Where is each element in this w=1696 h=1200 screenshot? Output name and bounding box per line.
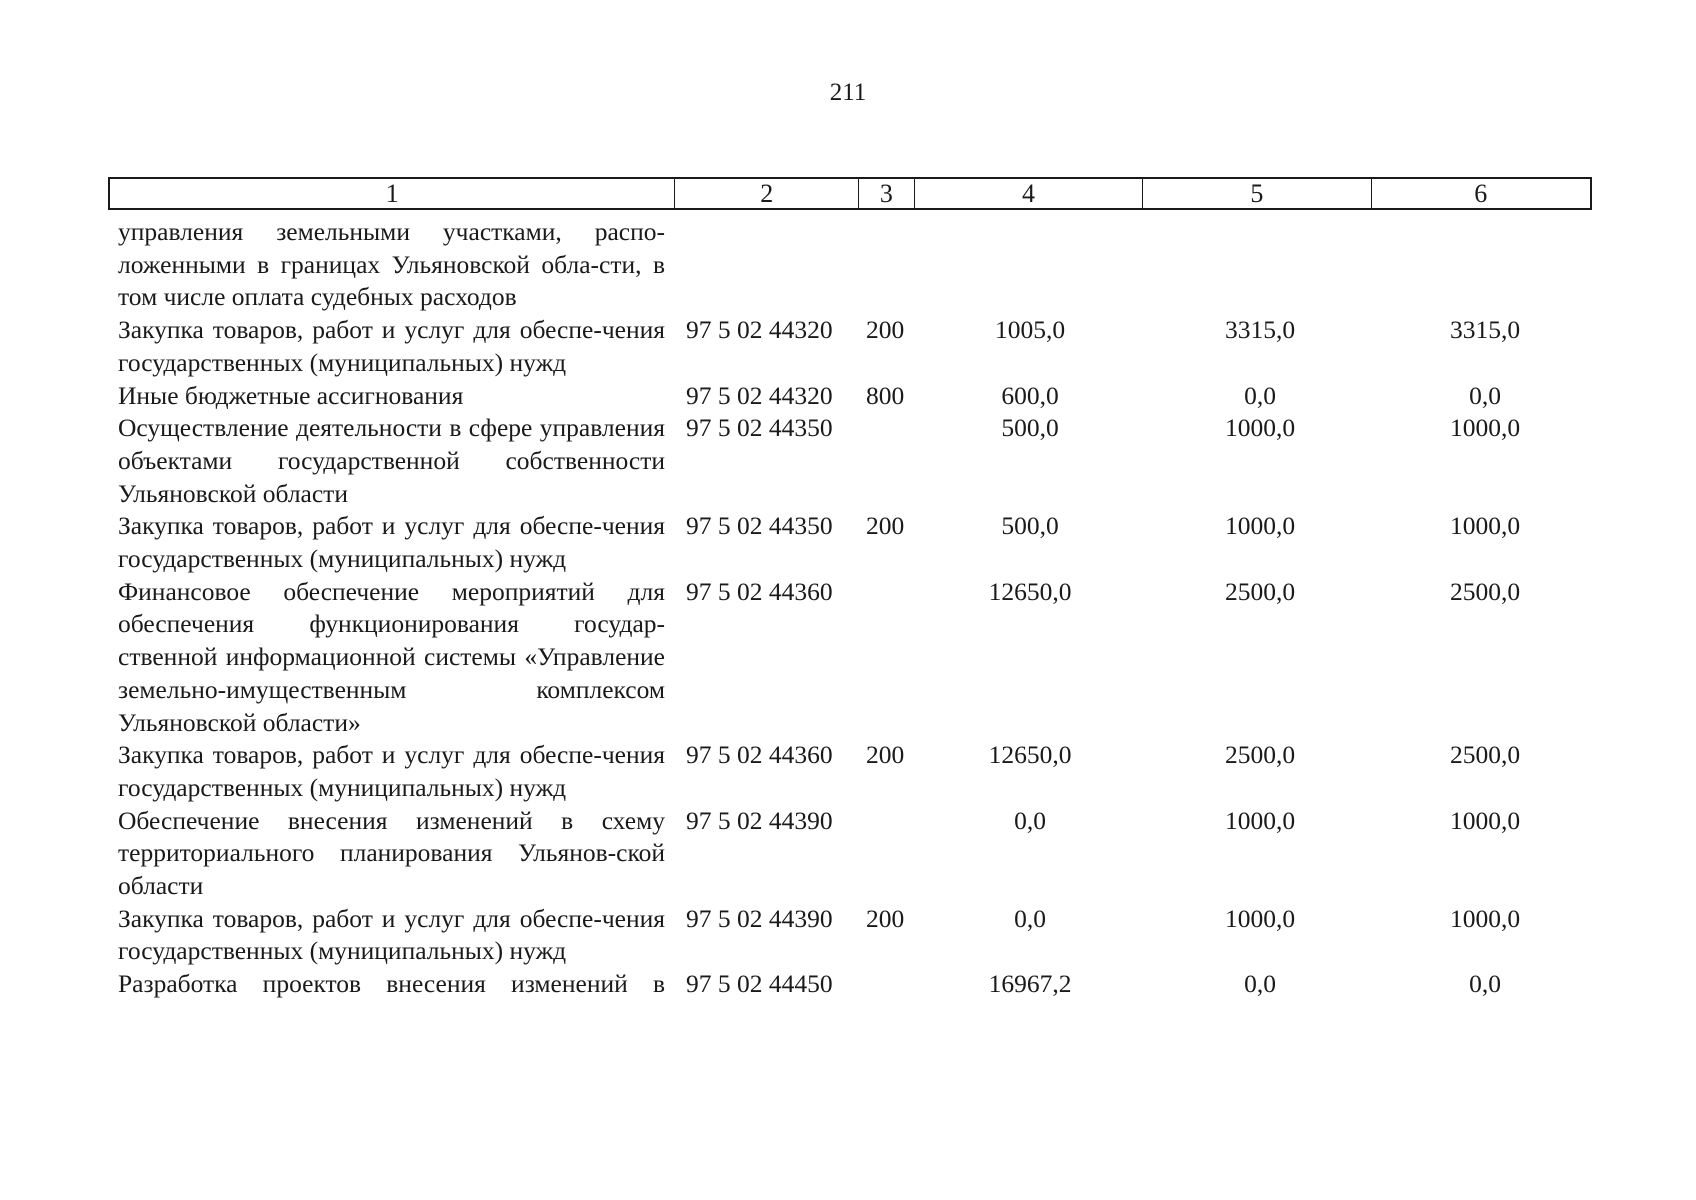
row-name: Закупка товаров, работ и услуг для обеспе-чения государственных (муниципальных) нужд bbox=[118, 315, 665, 377]
row-value-col4: 12650,0 bbox=[988, 740, 1072, 770]
row-value-col6: 2500,0 bbox=[1449, 576, 1521, 606]
row-value-col6: 3315,0 bbox=[1449, 315, 1521, 345]
row-value-col6: 1000,0 bbox=[1449, 805, 1521, 835]
table-header-row bbox=[108, 177, 1592, 210]
table-row bbox=[0, 412, 1696, 510]
table-row bbox=[0, 576, 1696, 740]
row-value-col4: 600,0 bbox=[1001, 380, 1059, 410]
row-value-col5: 1000,0 bbox=[1224, 805, 1296, 835]
row-expense-type: 200 bbox=[866, 740, 905, 770]
row-value-col4: 0,0 bbox=[1014, 805, 1046, 835]
row-expense-type: 200 bbox=[866, 315, 905, 345]
row-code: 97 5 02 44450 bbox=[686, 969, 833, 999]
row-expense-type: 800 bbox=[866, 380, 905, 410]
header-col-2: 2 bbox=[675, 179, 859, 208]
row-value-col5: 0,0 bbox=[1244, 380, 1276, 410]
row-code: 97 5 02 44360 bbox=[686, 740, 833, 770]
row-value-col6: 1000,0 bbox=[1449, 903, 1521, 933]
row-expense-type: 200 bbox=[866, 511, 905, 541]
table-row bbox=[0, 510, 1696, 575]
row-name: Закупка товаров, работ и услуг для обеспе-чения государственных (муниципальных) нужд bbox=[118, 903, 665, 966]
row-value-col6: 2500,0 bbox=[1449, 740, 1521, 770]
table-row bbox=[0, 903, 1696, 968]
row-name: Обеспечение внесения изменений в схему территориального планирования Ульянов-ской области bbox=[118, 805, 665, 901]
header-col-4: 4 bbox=[915, 179, 1143, 208]
row-value-col6: 1000,0 bbox=[1449, 511, 1521, 541]
row-code: 97 5 02 44390 bbox=[686, 903, 833, 933]
row-name: Иные бюджетные ассигнования bbox=[118, 380, 464, 410]
row-code: 97 5 02 44350 bbox=[686, 413, 833, 443]
header-col-3: 3 bbox=[859, 179, 915, 208]
row-name: Закупка товаров, работ и услуг для обеспе-чения государственных (муниципальных) нужд bbox=[118, 740, 665, 802]
header-col-5: 5 bbox=[1143, 179, 1371, 208]
table-row bbox=[0, 739, 1696, 804]
row-code: 97 5 02 44320 bbox=[686, 315, 833, 345]
row-value-col5: 0,0 bbox=[1244, 969, 1276, 999]
row-name: Осуществление деятельности в сфере управления объектами государственной собственности Ульяновской области bbox=[118, 413, 665, 508]
row-value-col5: 2500,0 bbox=[1224, 740, 1296, 770]
row-value-col6: 0,0 bbox=[1469, 969, 1501, 999]
header-col-1: 1 bbox=[110, 179, 675, 208]
row-value-col4: 1005,0 bbox=[994, 315, 1066, 345]
row-name: Разработка проектов внесения изменений в bbox=[118, 969, 665, 999]
row-value-col5: 1000,0 bbox=[1224, 413, 1296, 443]
row-value-col4: 0,0 bbox=[1014, 903, 1046, 933]
row-name: управления земельными участками, распо-ложенными в границах Ульяновской обла-сти, в том числе оплата судебных расходов bbox=[118, 217, 665, 312]
row-value-col5: 1000,0 bbox=[1224, 903, 1296, 933]
row-value-col4: 12650,0 bbox=[988, 576, 1072, 606]
row-value-col4: 16967,2 bbox=[988, 969, 1072, 999]
row-value-col4: 500,0 bbox=[1001, 413, 1059, 443]
row-code: 97 5 02 44320 bbox=[686, 380, 833, 410]
table-body bbox=[0, 216, 1696, 1001]
table-row bbox=[0, 216, 1696, 314]
row-value-col5: 2500,0 bbox=[1224, 576, 1296, 606]
row-value-col6: 0,0 bbox=[1469, 380, 1501, 410]
row-value-col5: 3315,0 bbox=[1224, 315, 1296, 345]
page-number: 211 bbox=[829, 79, 867, 106]
row-code: 97 5 02 44360 bbox=[686, 576, 833, 606]
row-name: Финансовое обеспечение мероприятий для обеспечения функционирования государ-ственной информационной системы «Управление земельно-имущественным комплексом Ульяновской области» bbox=[118, 576, 665, 737]
table-row bbox=[0, 314, 1696, 379]
header-col-6: 6 bbox=[1474, 179, 1488, 208]
table-row bbox=[0, 805, 1696, 903]
row-value-col4: 500,0 bbox=[1001, 511, 1059, 541]
table-row bbox=[0, 968, 1696, 1001]
row-value-col6: 1000,0 bbox=[1449, 413, 1521, 443]
row-code: 97 5 02 44390 bbox=[686, 805, 833, 835]
row-code: 97 5 02 44350 bbox=[686, 511, 833, 541]
row-name: Закупка товаров, работ и услуг для обеспе-чения государственных (муниципальных) нужд bbox=[118, 511, 665, 574]
table-row bbox=[0, 380, 1696, 413]
row-expense-type: 200 bbox=[866, 903, 905, 933]
row-value-col5: 1000,0 bbox=[1224, 511, 1296, 541]
